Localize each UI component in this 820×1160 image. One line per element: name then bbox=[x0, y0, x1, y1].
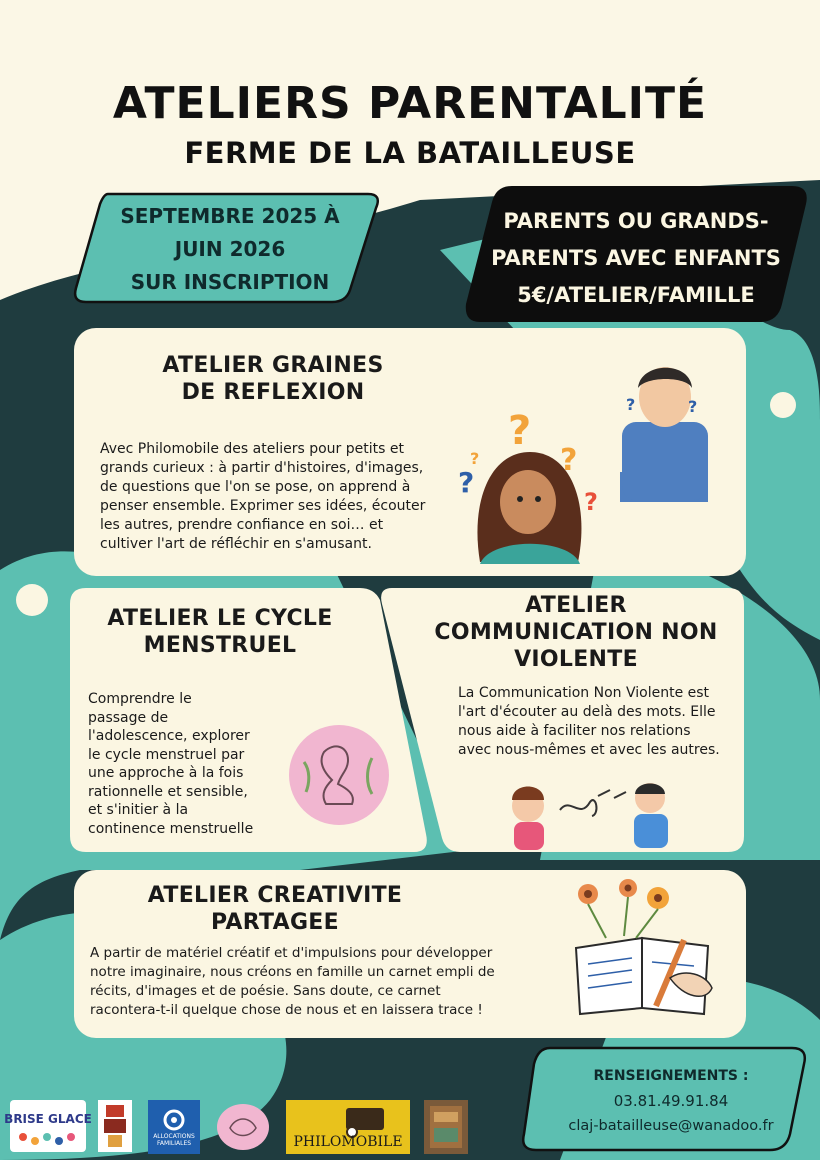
svg-text:?: ? bbox=[584, 488, 598, 516]
contact-label: RENSEIGNEMENTS : bbox=[593, 1068, 749, 1084]
workshop-title-creativite: ATELIER CREATIVITE PARTAGEE bbox=[147, 883, 403, 935]
svg-text:?: ? bbox=[470, 449, 480, 468]
children-illustration bbox=[500, 770, 690, 852]
dates-tag bbox=[80, 200, 380, 299]
workshop-title-graines: ATELIER GRAINES DE REFLEXION bbox=[162, 353, 384, 405]
logo-philomobile bbox=[286, 1100, 410, 1154]
thinking-people-illustration bbox=[450, 352, 740, 568]
page-title: ATELIERS PARENTALITÉ bbox=[112, 78, 708, 129]
logo-cycle bbox=[216, 1102, 270, 1152]
workshop-title-cnv: ATELIER COMMUNICATION NON VIOLENTE bbox=[434, 593, 718, 672]
svg-text:?: ? bbox=[508, 408, 532, 454]
dates-line-2: JUIN 2026 bbox=[174, 237, 286, 261]
logo-brise-glace bbox=[4, 1100, 92, 1152]
contact-email[interactable]: claj-batailleuse@wanadoo.fr bbox=[568, 1118, 774, 1134]
audience-line-3: 5€/ATELIER/FAMILLE bbox=[517, 283, 755, 307]
svg-text:BRISE GLACE: BRISE GLACE bbox=[4, 1112, 92, 1126]
contact-phone: 03.81.49.91.84 bbox=[613, 1092, 729, 1110]
contact-box bbox=[536, 1064, 806, 1139]
workshop-text-cycle: Comprendre le passage de l'adolescence, explorer le cycle menstruel par une approche à la fois rationnelle et sensible, et s'initier à la continence menstruelle bbox=[88, 691, 254, 837]
svg-text:PHILOMOBILE: PHILOMOBILE bbox=[293, 1134, 403, 1150]
workshop-title-cycle: ATELIER LE CYCLE MENSTRUEL bbox=[107, 606, 333, 658]
workshop-text-creativite: A partir de matériel créatif et d'impulsions pour développer notre imaginaire, nous créons en famille un carnet empli de récits, d'images et de poésie. Sans doute, ce carnet racontera-t-il quelque chose de nous et en laissera trace ! bbox=[90, 945, 495, 1018]
dates-line-1: SEPTEMBRE 2025 À bbox=[120, 204, 340, 228]
audience-tag bbox=[476, 203, 796, 314]
page-subtitle: FERME DE LA BATAILLEUSE bbox=[184, 136, 636, 170]
workshop-text-graines: Avec Philomobile des ateliers pour petits et grands curieux : à partir d'histoires, d'images, de questions que l'on se pose, on apprend à penser ensemble. Exprimer ses idées, écouter les autres, prendre confiance en soi… et cultiver l'art de réfléchir en s'amusant. bbox=[100, 441, 426, 552]
notebook-illustration bbox=[566, 878, 722, 1024]
svg-text:?: ? bbox=[458, 466, 475, 499]
logo-caf: ALLOCATIONS FAMILIALES bbox=[148, 1100, 200, 1154]
logo-claj bbox=[98, 1100, 132, 1152]
menstrual-illustration bbox=[286, 722, 392, 828]
svg-text:?: ? bbox=[626, 395, 636, 414]
audience-line-1: PARENTS OU GRANDS- bbox=[503, 209, 769, 233]
workshop-text-cnv: La Communication Non Violente est l'art d'écouter au delà des mots. Elle nous aide à faciliter nos relations avec nous-mêmes et avec les autres. bbox=[458, 685, 720, 758]
svg-text:?: ? bbox=[560, 443, 578, 478]
svg-text:?: ? bbox=[688, 397, 698, 416]
logo-book bbox=[424, 1100, 468, 1154]
dates-line-3: SUR INSCRIPTION bbox=[130, 270, 330, 294]
audience-line-2: PARENTS AVEC ENFANTS bbox=[491, 246, 781, 270]
